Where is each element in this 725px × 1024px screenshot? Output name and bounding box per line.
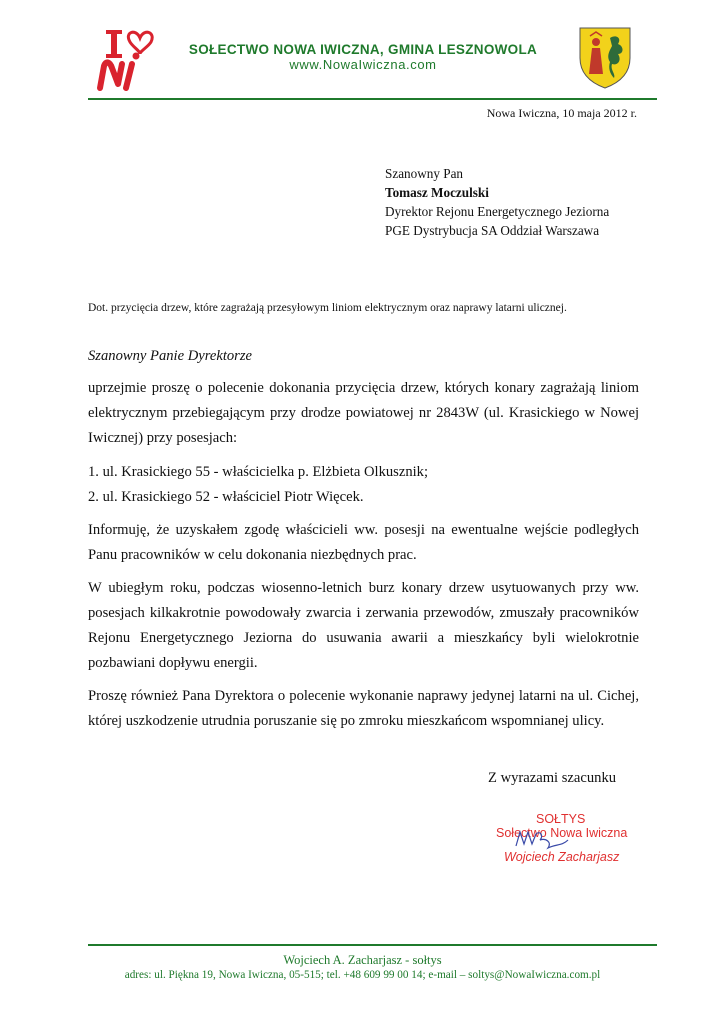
organization-website: www.NowaIwiczna.com: [289, 57, 437, 72]
recipient-company: PGE Dystrybucja SA Oddział Warszawa: [385, 223, 600, 238]
footer-name: Wojciech A. Zacharjasz - sołtys: [283, 953, 442, 967]
stamp-title: SOŁTYS: [536, 812, 586, 826]
recipient-block: [385, 164, 609, 240]
recipient-name: Tomasz Moczulski: [385, 185, 489, 200]
list-item: 1. ul. Krasickiego 55 - właścicielka p. Elżbieta Olkusznik;: [88, 464, 429, 480]
official-stamp: [482, 812, 642, 872]
header-divider: [88, 98, 657, 100]
stamp-organization: Sołectwo Nowa Iwiczna: [496, 826, 628, 840]
paragraph-request: uprzejmie proszę o polecenie dokonania przycięcia drzew, których konary zagrażają liniom elektrycznym przebiegającym przy drodze powiatowej nr 2843W (ul. Krasickiego w Nowej Iwicznej) przy posesjach:: [88, 380, 639, 446]
coat-of-arms-icon: [576, 24, 634, 90]
footer-address: adres: ul. Piękna 19, Nowa Iwiczna, 05-515; tel. +48 609 99 00 14; e-mail – soltys@NowaIwiczna.com.pl: [124, 969, 601, 981]
paragraph-consent: Informuję, że uzyskałem zgodę właścicieli ww. posesji na ewentualne wejście podległych Panu pracowników w celu dokonania niezbędnych prac.: [88, 522, 639, 563]
salutation: Szanowny Panie Dyrektorze: [88, 348, 253, 364]
list-item: 2. ul. Krasickiego 52 - właściciel Piotr Więcek.: [88, 489, 364, 505]
recipient-title: Dyrektor Rejonu Energetycznego Jeziorna: [385, 204, 610, 219]
footer-divider: [88, 944, 657, 946]
letter-subject: Dot. przycięcia drzew, które zagrażają przesyłowym liniom elektrycznym oraz naprawy latarni ulicznej.: [88, 302, 567, 314]
letter-date: Nowa Iwiczna, 10 maja 2012 r.: [486, 106, 637, 120]
recipient-greeting: Szanowny Pan: [385, 166, 464, 181]
handwritten-signature: [512, 826, 572, 856]
paragraph-history: W ubiegłym roku, podczas wiosenno-letnich burz konary drzew usytuowanych przy ww. posesjach kilkakrotnie powodowały zwarcia i zerwania przewodów, zmuszały pracowników Rejonu Energetycznego Jeziorna do usuwania awarii a mieszkańcy byli wielokrotnie pozbawiani dopływu energii.: [88, 580, 639, 671]
paragraph-streetlight: Proszę również Pana Dyrektora o polecenie wykonanie naprawy jedynej latarni na ul. Cichej, której uszkodzenie utrudnia poruszanie się po zmroku mieszkańcom wspomnianej ulicy.: [88, 688, 639, 729]
closing-phrase: Z wyrazami szacunku: [488, 770, 617, 786]
property-list: [88, 460, 639, 510]
organization-name: SOŁECTWO NOWA IWICZNA, GMINA LESZNOWOLA: [188, 42, 538, 57]
sołectwo-logo: [92, 24, 160, 92]
stamp-name: Wojciech Zacharjasz: [504, 850, 620, 864]
